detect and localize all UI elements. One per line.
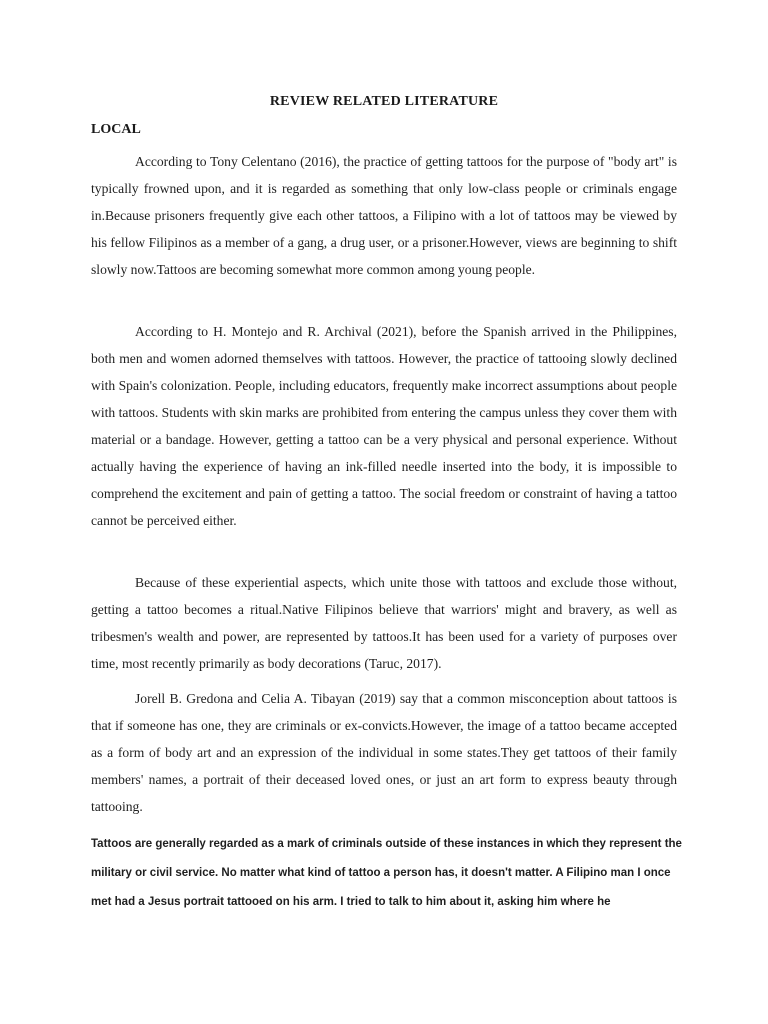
paragraph: Jorell B. Gredona and Celia A. Tibayan (2019) say that a common misconception about tattoos is that if someone has one, they are criminals or ex-convicts.However, the image of a tattoo became accepted as a form of body art and an expression of the individual in some states.They get tattoos of their family members' names, a portrait of their deceased loved ones, or just an art form to express beauty through tattooing. (91, 691, 677, 814)
bold-paragraph: Tattoos are generally regarded as a mark of criminals outside of these instances in which they represent the military or civil service. No matter what kind of tattoo a person has, it doesn't matter. A Filipino man I once met had a Jesus portrait tattooed on his arm. I tried to talk to him about it, asking him where he (91, 838, 682, 908)
document-title: REVIEW RELATED LITERATURE (269, 94, 499, 109)
section-heading: LOCAL (91, 122, 141, 137)
paragraph: Because of these experiential aspects, which unite those with tattoos and exclude those without, getting a tattoo becomes a ritual.Native Filipinos believe that warriors' might and bravery, as well as tribesmen's wealth and power, are represented by tattoos.It has been used for a variety of purposes over time, most recently primarily as body decorations (Taruc, 2017). (91, 575, 677, 671)
paragraph: According to Tony Celentano (2016), the practice of getting tattoos for the purpose of "body art" is typically frowned upon, and it is regarded as something that only low-class people or criminals engage in.Because prisoners frequently give each other tattoos, a Filipino with a lot of tattoos may be viewed by his fellow Filipinos as a member of a gang, a drug user, or a prisoner.However, views are beginning to shift slowly now.Tattoos are becoming somewhat more common among young people. (91, 154, 677, 277)
paragraph: According to H. Montejo and R. Archival (2021), before the Spanish arrived in the Philippines, both men and women adorned themselves with tattoos. However, the practice of tattooing slowly declined with Spain's colonization. People, including educators, frequently make incorrect assumptions about people with tattoos. Students with skin marks are prohibited from entering the campus unless they cover them with material or a bandage. However, getting a tattoo can be a very physical and personal experience. Without actually having the experience of having an ink-filled needle inserted into the body, it is impossible to comprehend the excitement and pain of getting a tattoo. The social freedom or constraint of having a tattoo cannot be perceived either. (91, 324, 677, 528)
